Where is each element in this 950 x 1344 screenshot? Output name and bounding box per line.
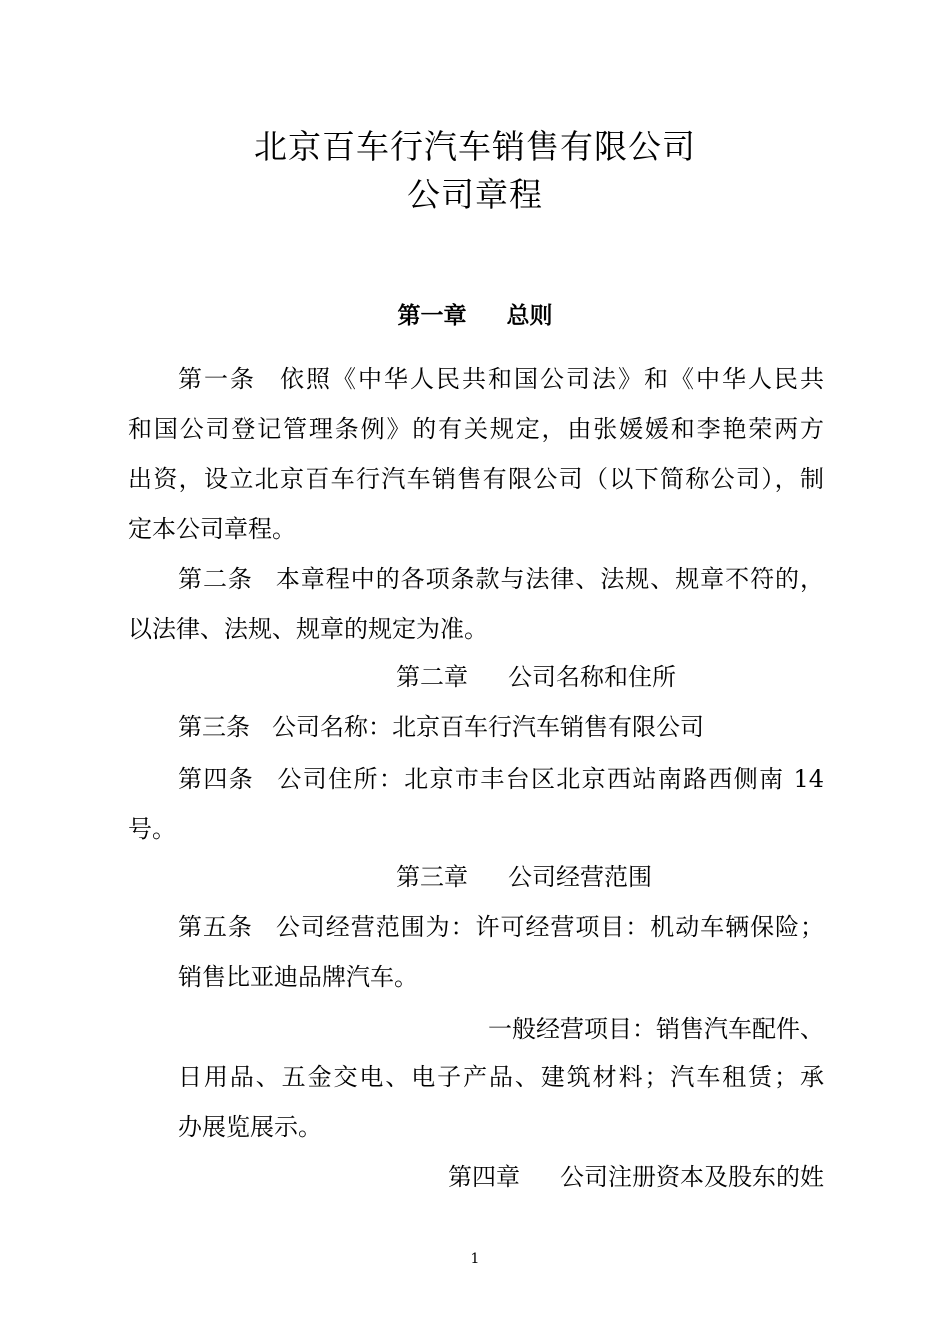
chapter-1-name: 总则 — [506, 303, 553, 329]
article-5-line-4: 日用品、五金交电、电子产品、建筑材料；汽车租赁；承 — [178, 1063, 824, 1091]
article-5-line-5: 办展览展示。 — [178, 1113, 322, 1141]
article-2-line-2: 以法律、法规、规章的规定为准。 — [128, 615, 488, 643]
chapter-1-label: 第一章 — [397, 303, 467, 329]
article-1-line-2: 和国公司登记管理条例》的有关规定，由张媛媛和李艳荣两方 — [128, 415, 824, 443]
chapter-2-heading — [396, 662, 676, 692]
article-5-line-3: 一般经营项目：销售汽车配件、 — [488, 1015, 824, 1043]
article-4-line-1: 第四条 公司住所：北京市丰台区北京西站南路西侧南 14 — [178, 765, 824, 793]
chapter-4-name: 公司注册资本及股东的姓 — [560, 1163, 824, 1191]
article-1-line-4: 定本公司章程。 — [128, 515, 296, 543]
chapter-3-name: 公司经营范围 — [508, 863, 652, 891]
article-1-line-3: 出资，设立北京百车行汽车销售有限公司（以下简称公司），制 — [128, 465, 824, 493]
article-5-line-2: 销售比亚迪品牌汽车。 — [178, 963, 418, 991]
article-1-label: 第一条 — [178, 365, 256, 393]
article-4-line-2: 号。 — [128, 815, 176, 843]
article-1-line-1: 第一条 依照《中华人民共和国公司法》和《中华人民共 — [178, 365, 824, 393]
chapter-2-label: 第二章 — [396, 663, 468, 691]
chapter-3-label: 第三章 — [396, 863, 468, 891]
article-3-line-1: 第三条 公司名称：北京百车行汽车销售有限公司 — [178, 713, 704, 741]
chapter-4-heading — [448, 1162, 824, 1192]
document-title-charter: 公司章程 — [407, 175, 543, 214]
article-3-label: 第三条 — [178, 713, 250, 741]
article-5-line-1: 第五条 公司经营范围为：许可经营项目：机动车辆保险； — [178, 913, 825, 941]
article-5-label: 第五条 — [178, 913, 253, 941]
document-title-company: 北京百车行汽车销售有限公司 — [254, 127, 696, 166]
chapter-2-name: 公司名称和住所 — [508, 663, 676, 691]
article-2-line-1: 第二条 本章程中的各项条款与法律、法规、规章不符的， — [178, 565, 825, 593]
article-4-label: 第四条 — [178, 765, 255, 793]
chapter-3-heading — [396, 862, 652, 892]
chapter-4-label: 第四章 — [448, 1163, 520, 1191]
chapter-1-heading — [0, 301, 950, 331]
article-2-label: 第二条 — [178, 565, 253, 593]
page-number: 1 — [470, 1251, 480, 1267]
